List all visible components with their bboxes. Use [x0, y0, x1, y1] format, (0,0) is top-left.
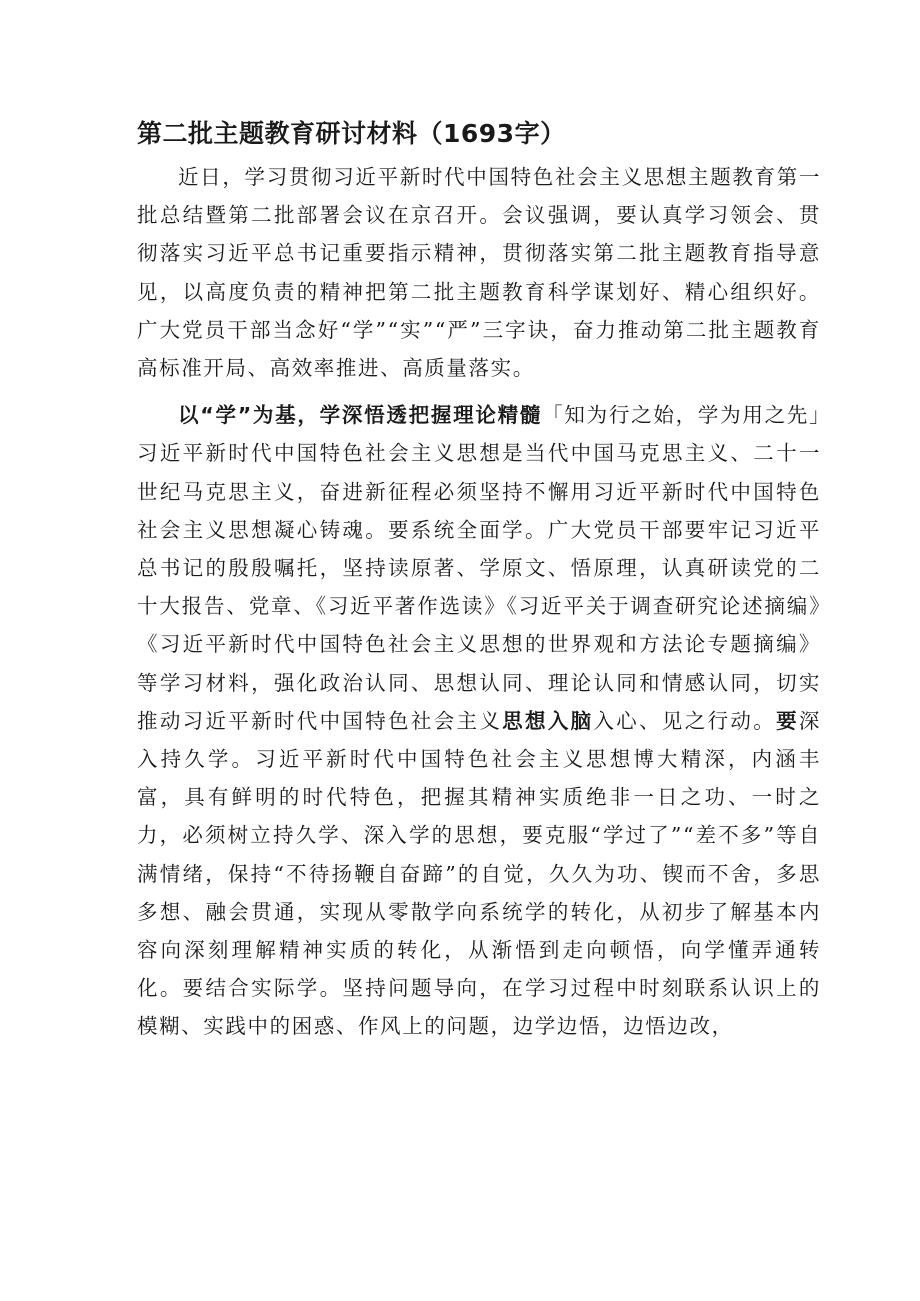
paragraph-intro: 近日，学习贯彻习近平新时代中国特色社会主义思想主题教育第一批总结暨第二批部署会议在京召开。会议强调，要认真学习领会、贯彻落实习近平总书记重要指示精神，贯彻落实第二批主题教育指导意见，以高度负责的精神把第二批主题教育科学谋划好、精心组织好。广大党员干部当念好“学”“实”“严”三字诀，奋力推动第二批主题教育高标准开局、高效率推进、高质量落实。	[137, 165, 821, 381]
document-page	[137, 112, 821, 1046]
section-heading: 以“学”为基，学深悟透把握理论精髓	[178, 403, 543, 428]
paragraph-text: 「知为行之始，学为用之先」习近平新时代中国特色社会主义思想是当代中国马克思主义、二十一世纪马克思主义，奋进新征程必须坚持不懈用习近平新时代中国特色社会主义思想凝心铸魂。要系统全面学。广大党员干部要牢记习近平总书记的殷殷嘱托，坚持读原著、学原文、悟原理，认真研读党的二十大报告、党章、《习近平著作选读》《习近平关于调查研究论述摘编》《习近平新时代中国特色社会主义思想的世界观和方法论专题摘编》等学习材料，强化政治认同、思想认同、理论认同和情感认同，切实推动习近平新时代中国特色社会主义	[137, 403, 821, 733]
emphasis-text: 要	[776, 708, 799, 733]
paragraph-text: 入心、见之行动。	[593, 708, 777, 733]
emphasis-text: 思想入脑	[502, 708, 594, 733]
paragraph-study	[137, 396, 821, 1045]
paragraph-text: 深入持久学。习近平新时代中国特色社会主义思想博大精深，内涵丰富，具有鲜明的时代特色，把握其精神实质绝非一日之功、一时之力，必须树立持久学、深入学的思想，要克服“学过了”“差不多”等自满情绪，保持“不待扬鞭自奋蹄”的自觉，久久为功、锲而不舍，多思多想、融会贯通，实现从零散学向系统学的转化，从初步了解基本内容向深刻理解精神实质的转化，从渐悟到走向顿悟，向学懂弄通转化。要结合实际学。坚持问题导向，在学习过程中时刻联系认识上的模糊、实践中的困惑、作风上的问题，边学边悟，边悟边改，	[137, 708, 821, 1039]
document-title: 第二批主题教育研讨材料（1693字）	[137, 119, 566, 148]
